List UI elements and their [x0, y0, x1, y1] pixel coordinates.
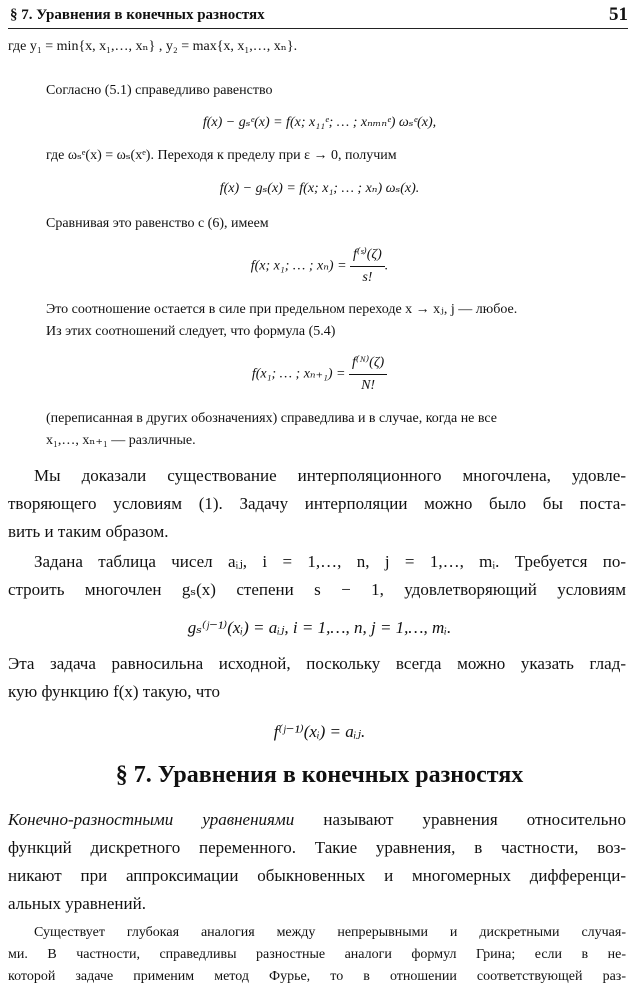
rewritten-line-1: (переписанная в других обозначениях) справедлива и в случае, когда не все	[46, 411, 498, 426]
comparing-text: Сравнивая это равенство с (6), имеем	[46, 216, 269, 231]
intro-line-2: функций дискретного переменного. Такие уравнения, в частности, воз-	[8, 838, 626, 857]
remains-line-1: Это соотношение остается в силе при предельном переходе x → xⱼ, j — любое.	[46, 302, 518, 317]
proved-line-2: творяющего условиям (1). Задачу интерполяции можно было бы поста-	[8, 494, 626, 513]
intro-line-1-rest: называют уравнения относительно	[294, 810, 626, 829]
analogy-line-2: ми. В частности, справедливы разностные аналоги формул Грина; если в не-	[8, 947, 626, 962]
equation-4	[0, 352, 639, 397]
equiv-line-1: Эта задача равносильна исходной, поскольку всегда можно указать глад-	[8, 654, 626, 673]
where-omega-line: где ωₛᵉ(x) = ωₛ(xᵉ). Переходя к пределу при ε → 0, получим	[46, 148, 397, 163]
intro-line-1	[8, 806, 626, 834]
proved-line-3: вить и таким образом.	[8, 522, 169, 541]
remains-line-2: Из этих соотношений следует, что формула (5.4)	[46, 324, 336, 339]
intro-line-3: никают при аппроксимации обыкновенных и многомерных дифференци-	[8, 866, 626, 885]
rewritten-line-2: x₁,…, xₙ₊₁ — различные.	[46, 433, 196, 448]
eq3-end: .	[384, 258, 389, 274]
intro-line-4: альных уравнений.	[8, 894, 146, 913]
equiv-line-2: кую функцию f(x) такую, что	[8, 682, 220, 701]
analogy-line-3: которой задаче применим метод Фурье, то в отношении соответствующей раз-	[8, 969, 626, 984]
table-line-1: Задана таблица чисел aᵢⱼ, i = 1,…, n, j = 1,…, mᵢ. Требуется по-	[34, 552, 626, 571]
eq4-numerator: f⁽ᴺ⁾(ζ)	[349, 352, 387, 375]
equation-6: f⁽ʲ⁻¹⁾(xᵢ) = aᵢⱼ.	[273, 722, 366, 741]
analogy-line-1: Существует глубокая аналогия между непрерывными и дискретными случая-	[34, 925, 626, 940]
equation-1: f(x) − gₛᵉ(x) = f(x; x₁₁ᵉ; … ; xₙₘₙᵉ) ωₛᵉ(x),	[202, 115, 437, 130]
eq4-left: f(x₁; … ; xₙ₊₁) =	[251, 366, 346, 382]
intro-term: Конечно-разностными уравнениями	[8, 810, 295, 829]
page-header	[8, 2, 628, 29]
according-text: Согласно (5.1) справедливо равенство	[46, 83, 273, 98]
eq3-fraction	[350, 244, 385, 289]
eq3-left: f(x; x₁; … ; xₙ) =	[250, 258, 347, 274]
equation-3	[0, 244, 639, 289]
running-title: § 7. Уравнения в конечных разностях	[10, 7, 265, 23]
where-y-line: где y₁ = min{x, x₁,…, xₙ} , y₂ = max{x, x₁,…, xₙ}.	[8, 39, 298, 54]
equation-5: gₛ⁽ʲ⁻¹⁾(xᵢ) = aᵢⱼ, i = 1,…, n, j = 1,…, mᵢ.	[187, 618, 452, 637]
eq3-denominator: s!	[362, 270, 373, 285]
table-line-2: строить многочлен gₛ(x) степени s − 1, удовлетворяющий условиям	[8, 580, 626, 599]
page-number: 51	[609, 4, 628, 25]
eq3-numerator: f⁽ˢ⁾(ζ)	[350, 244, 385, 267]
proved-line-1: Мы доказали существование интерполяционного многочлена, удовле-	[34, 466, 626, 485]
eq4-denominator: N!	[361, 378, 376, 393]
section-heading: § 7. Уравнения в конечных разностях	[115, 762, 524, 788]
eq4-fraction	[349, 352, 387, 397]
equation-2: f(x) − gₛ(x) = f(x; x₁; … ; xₙ) ωₛ(x).	[219, 181, 420, 196]
